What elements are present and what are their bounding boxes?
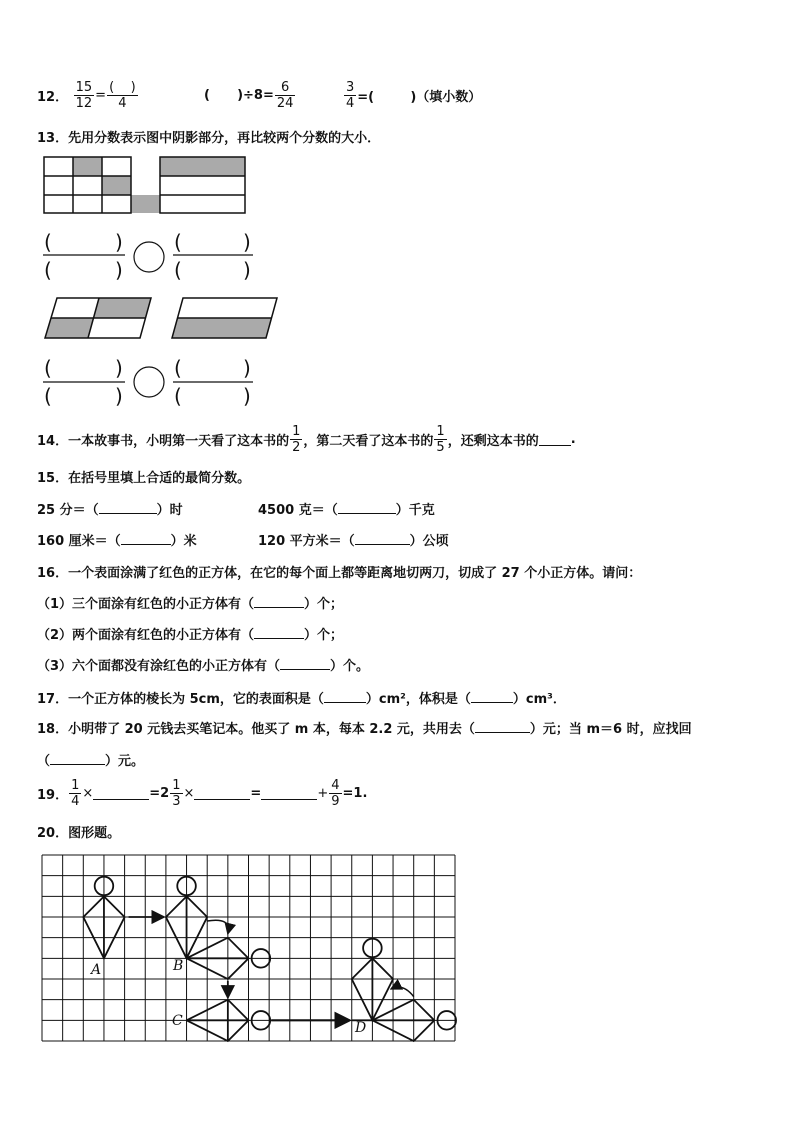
paren: ( [174, 384, 182, 408]
q15-row2b: 120 平方米＝（ ）公顷 [258, 534, 449, 549]
q15-row1b: 4500 克＝（ ）千克 [258, 503, 435, 518]
label-a: A [91, 962, 102, 978]
paren: ( [174, 258, 182, 282]
q15-question: 15．在括号里填上合适的最简分数。 [37, 471, 251, 486]
paren: ) [115, 258, 123, 282]
paren: ) [115, 230, 123, 254]
fraction-1-4: $\frac{1}{4}$ [71, 778, 80, 809]
fraction-15-12: $\frac{15}{12}$ [75, 80, 93, 111]
fraction-3-4: $\frac{3}{4}$ [346, 80, 355, 111]
q18-line2: （ ）元。 [37, 754, 145, 769]
paren: ) [115, 356, 123, 380]
paren: ( [174, 356, 182, 380]
fraction-blank-4: $\frac{( )}{4}$ [109, 80, 136, 111]
label-d: D [355, 1020, 367, 1036]
fraction-4-9: $\frac{4}{9}$ [331, 778, 340, 809]
q15-row1a: 25 分＝（ ）时 [37, 503, 183, 518]
q18-question: 18．小明带了 20 元钱去买笔记本。他买了 m 本，每本 2.2 元，共用去（ ）元；当 m＝6 时，应找回 [37, 722, 692, 737]
fraction-1-2: $\frac{1}{2}$ [292, 424, 301, 455]
paren: ( [44, 258, 52, 282]
q17-question: 17．一个正方体的棱长为 5cm，它的表面积是（ ）cm²，体积是（ ）cm³． [37, 692, 566, 707]
paren: ( [44, 356, 52, 380]
rotation-arrow-b [207, 920, 228, 933]
q20-question: 20．图形题。 [37, 826, 121, 841]
fraction-1-3: $\frac{1}{3}$ [172, 778, 181, 809]
fraction-1-5: $\frac{1}{5}$ [436, 424, 445, 455]
q16-sub3: （3）六个面都没有涂红色的小正方体有（ ）个。 [37, 659, 370, 674]
label-b: B [173, 958, 184, 974]
paren: ( [174, 230, 182, 254]
q19-question: 19． $\frac{1}{4}$ × =2 $\frac{1}{3}$ × = + $\frac{4}{9}$ =1. [37, 778, 368, 809]
paren: ( [44, 230, 52, 254]
paren: ) [243, 230, 251, 254]
label-c: C [172, 1013, 183, 1029]
paren: ) [243, 384, 251, 408]
paren: ) [243, 356, 251, 380]
q16-sub1: （1）三个面涂有红色的小正方体有（ ）个； [37, 597, 344, 612]
q12-right: $\frac{3}{4}$ =( )（填小数） [346, 80, 482, 111]
fraction-6-24: $\frac{6}{24}$ [276, 80, 294, 111]
q14-question: 14．一本故事书，小明第一天看了这本书的 $\frac{1}{2}$ ，第二天看了这本书的 $\frac{1}{5}$ ，还剩这本书的 . [37, 424, 576, 455]
q12-middle: ( )÷8= $\frac{6}{24}$ [204, 80, 294, 111]
rotation-arrow-d [391, 987, 414, 996]
q13-question: 13．先用分数表示图中阴影部分，再比较两个分数的大小． [37, 131, 381, 146]
paren: ) [243, 258, 251, 282]
q16-sub2: （2）两个面涂有红色的小正方体有（ ）个； [37, 628, 344, 643]
paren: ( [44, 384, 52, 408]
q15-row2a: 160 厘米＝（ ）米 [37, 534, 197, 549]
q16-question: 16．一个表面涂满了红色的正方体，在它的每个面上都等距离地切两刀，切成了 27 个小正方体。请问： [37, 566, 642, 581]
q12-row: 12． $\frac{15}{12}$ = $\frac{( )}{4}$ [37, 80, 136, 111]
paren: ) [115, 384, 123, 408]
q12-number: 12． [37, 90, 69, 105]
